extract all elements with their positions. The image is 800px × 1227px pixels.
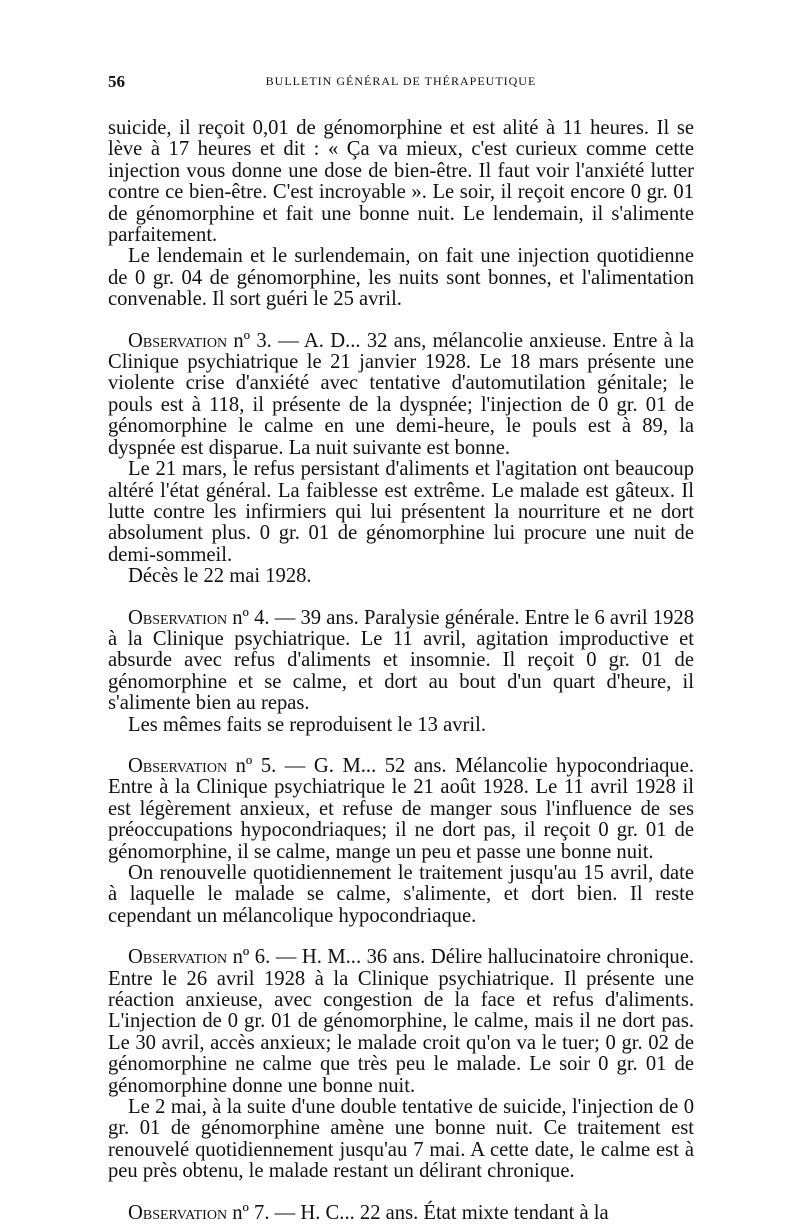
page-number: 56 [108,72,125,91]
paragraph-text: Le 21 mars, le refus persistant d'aliments et l'agitation ont beaucoup altéré l'état général. La faiblesse est extrême. Le malade est gâteux. Il lutte contre les infirmiers qui lui présentent la nourriture et ne dort absolument plus. 0 gr. 01 de génomorphine lui procure une nuit de demi-sommeil. [108,458,694,566]
paragraph [108,459,694,566]
paragraph [108,863,694,927]
paragraph-text: Les mêmes faits se reproduisent le 13 avril. [128,713,486,736]
observation-paragraph [108,608,694,715]
observation-paragraph [108,1203,694,1224]
paragraph-text: nº 7. — H. C... 22 ans. État mixte tendant à la [227,1201,609,1224]
observation-label: Observation [128,606,228,629]
paragraph-text: Le lendemain et le surlendemain, on fait une injection quotidienne de 0 gr. 04 de génomorphine, les nuits sont bonnes, et l'alimentation convenable. Il sort guéri le 25 avril. [108,245,694,311]
paragraph-text: nº 5. — G. M... 52 ans. Mélancolie hypocondriaque. Entre à la Clinique psychiatrique le 21 août 1928. Le 11 avril 1928 il est légèrement anxieux, et refuse de manger sous l'influence de ses préoccupations hypocondriaques; il ne dort pas, il reçoit 0 gr. 01 de génomorphine, il se calme, mange un peu et passe une bonne nuit. [108,754,694,863]
paragraph [108,715,694,736]
paragraph-text: Le 2 mai, à la suite d'une double tentative de suicide, l'injection de 0 gr. 01 de génomorphine amène une bonne nuit. Ce traitement est renouvelé quotidiennement jusqu'au 7 mai. A cette date, le calme est à peu près obtenu, le malade restant un délirant chronique. [108,1096,694,1183]
observation-paragraph [108,331,694,459]
observation-label: Observation [128,754,228,777]
running-title: BULLETIN GÉNÉRAL DE THÉRAPEUTIQUE [265,74,537,88]
paragraph-text: suicide, il reçoit 0,01 de génomorphine et est alité à 11 heures. Il se lève à 17 heures et dit : « Ça va mieux, c'est curieux comme cette injection vous donne une dose de bien-être. Il faut voir l'anxiété lutter contre ce bien-être. C'est incroyable ». Le soir, il reçoit encore 0 gr. 01 de génomorphine et fait une bonne nuit. Le lendemain, il s'alimente parfaitement. [108,117,694,247]
paragraph [108,118,694,246]
paragraph-text: Décès le 22 mai 1928. [128,565,312,588]
observation-paragraph [108,947,694,1097]
observation-label: Observation [128,946,228,969]
paragraph [108,566,694,587]
paragraph [108,1097,694,1183]
page-header [108,72,694,96]
paragraph-text: nº 3. — A. D... 32 ans, mélancolie anxieuse. Entre à la Clinique psychiatrique le 21 janvier 1928. Le 18 mars présente une violente crise d'anxiété avec tentative d'automutilation génitale; le pouls est à 118, il présente de la dyspnée; l'injection de 0 gr. 01 de génomorphine le calme en une demi-heure, le pouls est à 89, la dyspnée est disparue. La nuit suivante est bonne. [108,329,694,459]
paragraph-text: On renouvelle quotidiennement le traitement jusqu'au 15 avril, date à laquelle le malade se calme, s'alimente, et dort bien. Il reste cependant un mélancolique hypocondriaque. [108,862,694,927]
observation-label: Observation [128,1201,228,1224]
observation-label: Observation [128,329,228,352]
observation-paragraph [108,756,694,863]
paragraph [108,246,694,310]
body-text [108,118,694,1224]
paragraph-text: nº 4. — 39 ans. Paralysie générale. Entre le 6 avril 1928 à la Clinique psychiatrique. Le 11 avril, agitation improductive et absurde avec refus d'aliments et insomnie. Il reçoit 0 gr. 01 de génomorphine et se calme, et dort au bout d'un quart d'heure, il s'alimente bien au repas. [108,606,694,715]
paragraph-text: nº 6. — H. M... 36 ans. Délire hallucinatoire chronique. Entre le 26 avril 1928 à la Clinique psychiatrique. Il présente une réaction anxieuse, avec congestion de la face et refus d'aliments. L'injection de 0 gr. 01 de génomorphine, le calme, mais il ne dort pas. Le 30 avril, accès anxieux; le malade croit qu'on va le tuer; 0 gr. 02 de génomorphine ne calme que très peu le malade. Le soir 0 gr. 01 de génomorphine donne une bonne nuit. [108,946,694,1097]
